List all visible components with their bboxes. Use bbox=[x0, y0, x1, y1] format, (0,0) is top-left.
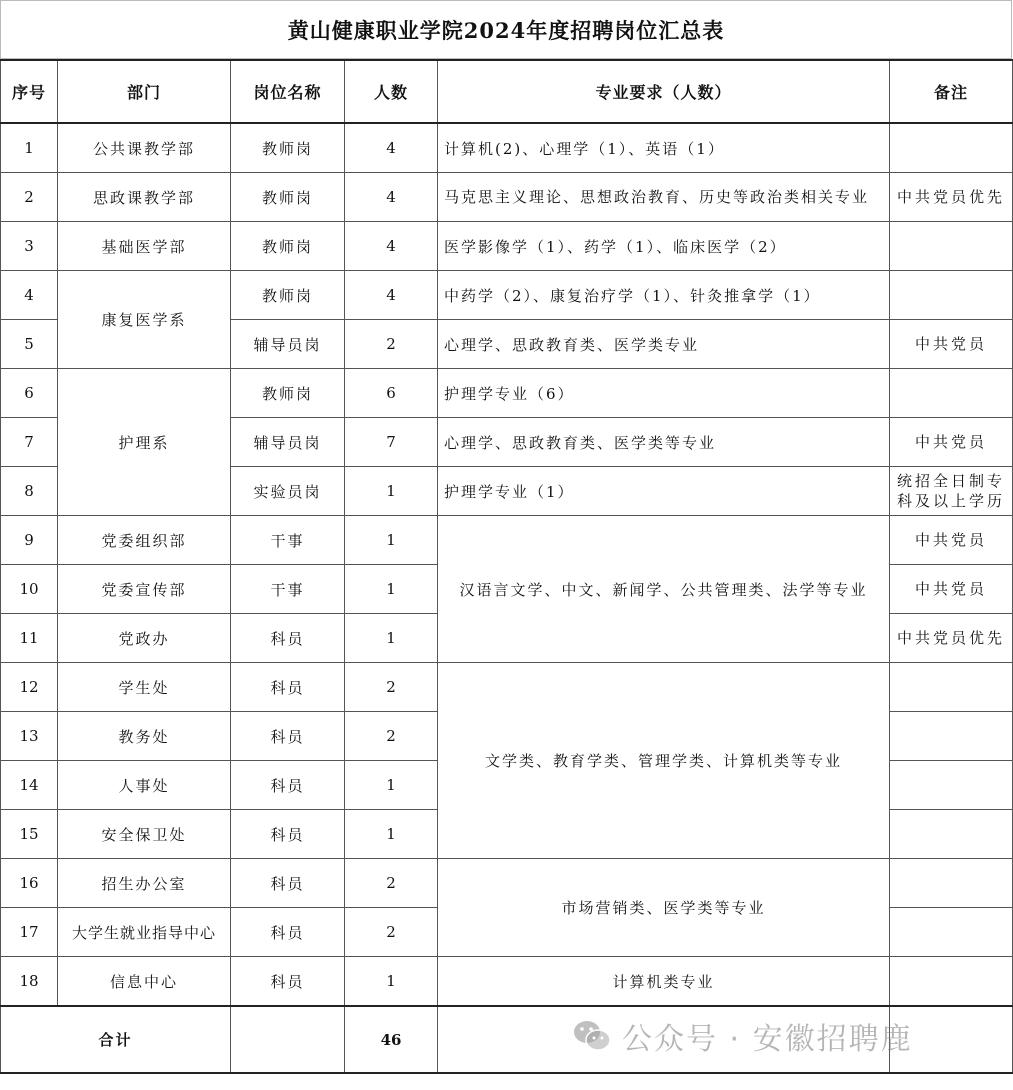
cell-note: 中共党员优先 bbox=[890, 173, 1013, 222]
cell-count: 6 bbox=[345, 369, 438, 418]
cell-note bbox=[890, 810, 1013, 859]
cell-count: 1 bbox=[345, 614, 438, 663]
cell-note: 中共党员优先 bbox=[890, 614, 1013, 663]
cell-count: 1 bbox=[345, 761, 438, 810]
recruitment-table bbox=[0, 59, 1013, 1074]
cell-seq: 4 bbox=[1, 271, 58, 320]
cell-requirements: 护理学专业（6） bbox=[438, 369, 890, 418]
header-note: 备注 bbox=[890, 60, 1013, 123]
cell-dept: 党委宣传部 bbox=[58, 565, 231, 614]
header-requirements: 专业要求（人数） bbox=[438, 60, 890, 123]
cell-seq: 1 bbox=[1, 123, 58, 173]
cell-seq: 5 bbox=[1, 320, 58, 369]
cell-post: 教师岗 bbox=[231, 369, 345, 418]
cell-seq: 17 bbox=[1, 908, 58, 957]
cell-post: 教师岗 bbox=[231, 123, 345, 173]
cell-count: 1 bbox=[345, 957, 438, 1007]
cell-note bbox=[890, 369, 1013, 418]
cell-seq: 15 bbox=[1, 810, 58, 859]
cell-requirements: 汉语言文学、中文、新闻学、公共管理类、法学等专业 bbox=[438, 516, 890, 663]
watermark-text: 公众号 · 安徽招聘鹿 bbox=[622, 1022, 913, 1057]
cell-post: 科员 bbox=[231, 859, 345, 908]
cell-post: 教师岗 bbox=[231, 173, 345, 222]
cell-post: 科员 bbox=[231, 810, 345, 859]
cell-note: 中共党员 bbox=[890, 516, 1013, 565]
table-row bbox=[1, 859, 1013, 908]
cell-note bbox=[890, 957, 1013, 1007]
total-label: 合计 bbox=[1, 1006, 231, 1073]
cell-dept: 护理系 bbox=[58, 369, 231, 516]
header-count: 人数 bbox=[345, 60, 438, 123]
cell-note bbox=[890, 271, 1013, 320]
cell-count: 4 bbox=[345, 173, 438, 222]
cell-requirements: 心理学、思政教育类、医学类等专业 bbox=[438, 418, 890, 467]
cell-requirements: 心理学、思政教育类、医学类专业 bbox=[438, 320, 890, 369]
cell-seq: 11 bbox=[1, 614, 58, 663]
cell-note: 中共党员 bbox=[890, 565, 1013, 614]
cell-seq: 2 bbox=[1, 173, 58, 222]
table-row bbox=[1, 957, 1013, 1007]
table-row bbox=[1, 173, 1013, 222]
cell-dept: 党委组织部 bbox=[58, 516, 231, 565]
header-dept: 部门 bbox=[58, 60, 231, 123]
cell-note: 统招全日制专科及以上学历 bbox=[890, 467, 1013, 516]
wechat-icon bbox=[572, 1018, 612, 1054]
cell-post: 教师岗 bbox=[231, 222, 345, 271]
cell-post: 干事 bbox=[231, 516, 345, 565]
cell-post: 教师岗 bbox=[231, 271, 345, 320]
cell-post: 科员 bbox=[231, 761, 345, 810]
cell-requirements: 计算机类专业 bbox=[438, 957, 890, 1007]
cell-count: 1 bbox=[345, 565, 438, 614]
cell-count: 2 bbox=[345, 663, 438, 712]
cell-seq: 16 bbox=[1, 859, 58, 908]
cell-dept: 基础医学部 bbox=[58, 222, 231, 271]
cell-dept: 大学生就业指导中心 bbox=[58, 908, 231, 957]
cell-post: 科员 bbox=[231, 712, 345, 761]
cell-seq: 14 bbox=[1, 761, 58, 810]
cell-dept: 学生处 bbox=[58, 663, 231, 712]
cell-seq: 10 bbox=[1, 565, 58, 614]
cell-post: 科员 bbox=[231, 957, 345, 1007]
header-seq: 序号 bbox=[1, 60, 58, 123]
cell-count: 2 bbox=[345, 712, 438, 761]
cell-dept: 安全保卫处 bbox=[58, 810, 231, 859]
cell-note bbox=[890, 123, 1013, 173]
cell-dept: 招生办公室 bbox=[58, 859, 231, 908]
cell-count: 4 bbox=[345, 222, 438, 271]
watermark bbox=[572, 1014, 913, 1058]
cell-count: 4 bbox=[345, 123, 438, 173]
cell-post: 干事 bbox=[231, 565, 345, 614]
cell-post: 实验员岗 bbox=[231, 467, 345, 516]
cell-dept: 人事处 bbox=[58, 761, 231, 810]
total-post-cell bbox=[231, 1006, 345, 1073]
cell-note bbox=[890, 761, 1013, 810]
cell-seq: 12 bbox=[1, 663, 58, 712]
cell-seq: 7 bbox=[1, 418, 58, 467]
cell-count: 1 bbox=[345, 467, 438, 516]
cell-post: 辅导员岗 bbox=[231, 418, 345, 467]
cell-dept: 信息中心 bbox=[58, 957, 231, 1007]
cell-dept: 公共课教学部 bbox=[58, 123, 231, 173]
cell-count: 1 bbox=[345, 810, 438, 859]
cell-dept: 康复医学系 bbox=[58, 271, 231, 369]
cell-seq: 13 bbox=[1, 712, 58, 761]
cell-post: 科员 bbox=[231, 614, 345, 663]
cell-count: 7 bbox=[345, 418, 438, 467]
cell-requirements: 中药学（2）、康复治疗学（1）、针灸推拿学（1） bbox=[438, 271, 890, 320]
cell-note bbox=[890, 222, 1013, 271]
cell-requirements: 计算机(2)、心理学（1）、英语（1） bbox=[438, 123, 890, 173]
cell-count: 4 bbox=[345, 271, 438, 320]
cell-post: 科员 bbox=[231, 908, 345, 957]
cell-count: 2 bbox=[345, 320, 438, 369]
cell-requirements: 医学影像学（1）、药学（1）、临床医学（2） bbox=[438, 222, 890, 271]
cell-dept: 思政课教学部 bbox=[58, 173, 231, 222]
cell-requirements: 文学类、教育学类、管理学类、计算机类等专业 bbox=[438, 663, 890, 859]
cell-seq: 3 bbox=[1, 222, 58, 271]
cell-requirements: 护理学专业（1） bbox=[438, 467, 890, 516]
cell-note: 中共党员 bbox=[890, 418, 1013, 467]
header-post: 岗位名称 bbox=[231, 60, 345, 123]
cell-count: 2 bbox=[345, 859, 438, 908]
cell-seq: 9 bbox=[1, 516, 58, 565]
table-row bbox=[1, 516, 1013, 565]
table-row bbox=[1, 663, 1013, 712]
table-row bbox=[1, 271, 1013, 320]
cell-note bbox=[890, 908, 1013, 957]
table-row bbox=[1, 222, 1013, 271]
cell-count: 1 bbox=[345, 516, 438, 565]
cell-requirements: 市场营销类、医学类等专业 bbox=[438, 859, 890, 957]
table-title: 黄山健康职业学院2024年度招聘岗位汇总表 bbox=[0, 0, 1012, 59]
header-row bbox=[1, 60, 1013, 123]
cell-count: 2 bbox=[345, 908, 438, 957]
cell-note bbox=[890, 663, 1013, 712]
cell-dept: 党政办 bbox=[58, 614, 231, 663]
cell-post: 辅导员岗 bbox=[231, 320, 345, 369]
cell-note: 中共党员 bbox=[890, 320, 1013, 369]
cell-post: 科员 bbox=[231, 663, 345, 712]
cell-note bbox=[890, 859, 1013, 908]
cell-note bbox=[890, 712, 1013, 761]
table-row bbox=[1, 369, 1013, 418]
cell-requirements: 马克思主义理论、思想政治教育、历史等政治类相关专业 bbox=[438, 173, 890, 222]
table-row bbox=[1, 123, 1013, 173]
cell-dept: 教务处 bbox=[58, 712, 231, 761]
cell-seq: 8 bbox=[1, 467, 58, 516]
cell-seq: 6 bbox=[1, 369, 58, 418]
cell-seq: 18 bbox=[1, 957, 58, 1007]
total-count: 46 bbox=[345, 1006, 438, 1073]
